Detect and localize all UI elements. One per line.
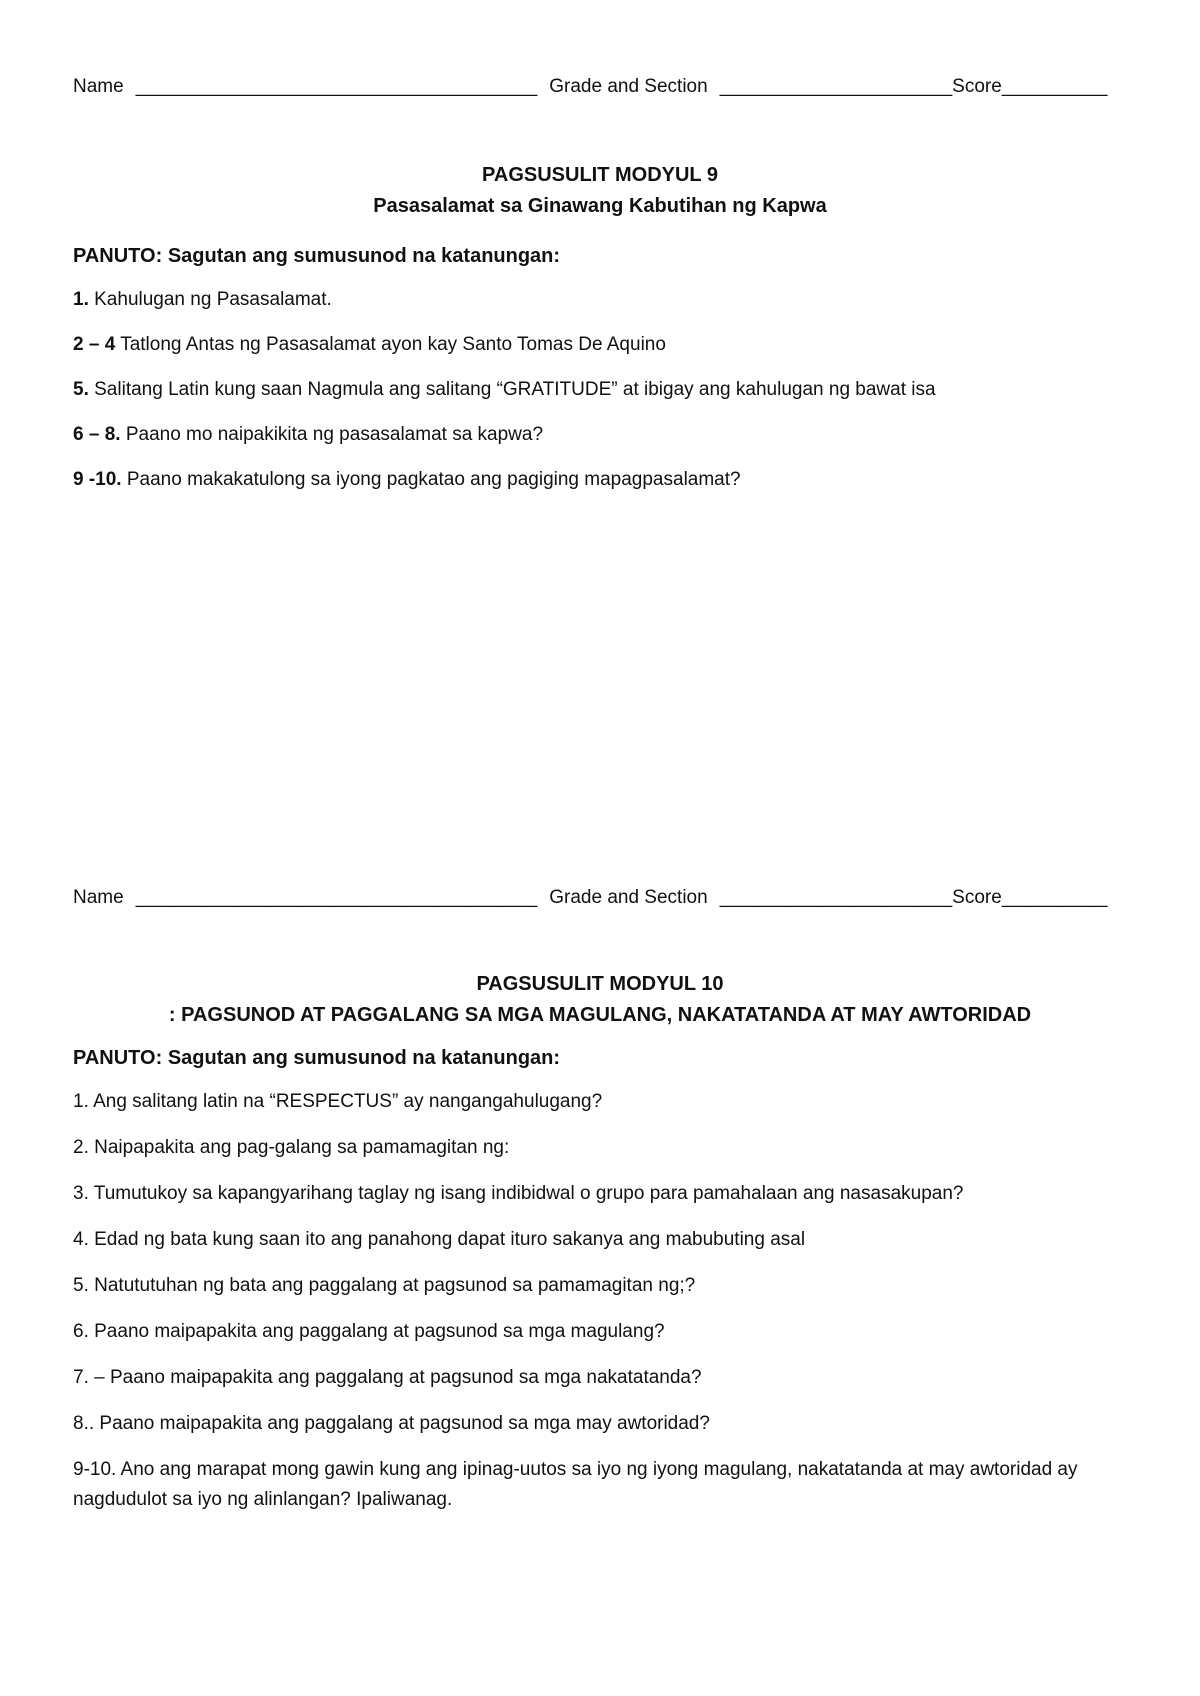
question-item	[73, 1179, 1127, 1209]
question-number: 8..	[73, 1413, 95, 1434]
instructions: PANUTO: Sagutan ang sumusunod na katanungan:	[73, 245, 561, 267]
question-item	[73, 1455, 1127, 1515]
question-text: Natututuhan ng bata ang paggalang at pagsunod sa pamamagitan ng;?	[88, 1275, 696, 1296]
question-item	[73, 465, 1127, 495]
question-text: – Paano maipapakita ang paggalang at pagsunod sa mga nakatatanda?	[88, 1367, 702, 1388]
question-number: 5.	[73, 379, 89, 400]
question-number: 1.	[73, 289, 89, 310]
grade-section-label: Grade and Section	[549, 76, 708, 97]
question-number: 7.	[73, 1367, 89, 1388]
question-number: 2.	[73, 1137, 89, 1158]
question-text: Tumutukoy sa kapangyarihang taglay ng isang indibidwal o grupo para pamahalaan ang nasasakupan?	[88, 1183, 964, 1204]
student-info-line	[73, 885, 1127, 911]
question-text: Kahulugan ng Pasasalamat.	[88, 289, 332, 310]
question-item	[73, 1225, 1127, 1255]
question-item	[73, 330, 1127, 360]
score-label: Score	[952, 887, 1002, 908]
question-item	[73, 1133, 1127, 1163]
question-number: 6 – 8.	[73, 424, 121, 445]
question-item	[73, 1271, 1127, 1301]
question-item	[73, 1363, 1127, 1393]
question-text: Paano mo naipakikita ng pasasalamat sa kapwa?	[120, 424, 544, 445]
question-number: 4.	[73, 1229, 89, 1250]
name-label: Name	[73, 76, 124, 97]
name-blank: ______________________________________	[135, 76, 538, 97]
question-list	[73, 1087, 1127, 1515]
quiz-section-modyul-9	[73, 74, 1127, 495]
question-number: 1.	[73, 1091, 89, 1112]
instructions: PANUTO: Sagutan ang sumusunod na katanungan:	[73, 1047, 561, 1069]
score-label: Score	[952, 76, 1002, 97]
question-item	[73, 375, 1127, 405]
question-item	[73, 1087, 1127, 1117]
question-item	[73, 1409, 1127, 1439]
quiz-title: PAGSUSULIT MODYUL 10	[476, 973, 724, 995]
question-text: Paano maipapakita ang paggalang at pagsunod sa mga magulang?	[88, 1321, 665, 1342]
question-text: Salitang Latin kung saan Nagmula ang salitang “GRATITUDE” at ibigay ang kahulugan ng bawat isa	[88, 379, 936, 400]
question-number: 2 – 4	[73, 334, 116, 355]
quiz-subtitle: Pasasalamat sa Ginawang Kabutihan ng Kapwa	[373, 195, 827, 217]
question-item	[73, 420, 1127, 450]
question-number: 9-10.	[73, 1459, 117, 1480]
question-text: Ang salitang latin na “RESPECTUS” ay nangangahulugang?	[88, 1091, 603, 1112]
question-text: Paano maipapakita ang paggalang at pagsunod sa mga may awtoridad?	[94, 1413, 710, 1434]
question-item	[73, 1317, 1127, 1347]
name-blank: ______________________________________	[135, 887, 538, 908]
quiz-subtitle: : PAGSUNOD AT PAGGALANG SA MGA MAGULANG, NAKATATANDA AT MAY AWTORIDAD	[168, 1004, 1032, 1026]
grade-section-label: Grade and Section	[549, 887, 708, 908]
question-number: 3.	[73, 1183, 89, 1204]
question-text: Ano ang marapat mong gawin kung ang ipinag-uutos sa iyo ng iyong magulang, nakatatanda at may awtoridad ay nagdudulot sa iyo ng alinlangan? Ipaliwanag.	[73, 1459, 1078, 1510]
score-blank: __________	[1001, 76, 1108, 97]
question-number: 6.	[73, 1321, 89, 1342]
score-blank: __________	[1001, 887, 1108, 908]
quiz-title-block	[73, 160, 1127, 222]
quiz-title-block	[73, 969, 1127, 1031]
question-text: Naipapakita ang pag-galang sa pamamagitan ng:	[88, 1137, 510, 1158]
question-number: 5.	[73, 1275, 89, 1296]
quiz-section-modyul-10	[73, 885, 1127, 1515]
question-list	[73, 285, 1127, 495]
student-info-line	[73, 74, 1127, 100]
question-text: Paano makakatulong sa iyong pagkatao ang pagiging mapagpasalamat?	[121, 469, 741, 490]
grade-section-blank: ______________________	[719, 887, 953, 908]
question-item	[73, 285, 1127, 315]
question-number: 9 -10.	[73, 469, 122, 490]
quiz-title: PAGSUSULIT MODYUL 9	[482, 164, 718, 186]
name-label: Name	[73, 887, 124, 908]
question-text: Edad ng bata kung saan ito ang panahong dapat ituro sakanya ang mabubuting asal	[88, 1229, 806, 1250]
grade-section-blank: ______________________	[719, 76, 953, 97]
question-text: Tatlong Antas ng Pasasalamat ayon kay Santo Tomas De Aquino	[115, 334, 666, 355]
